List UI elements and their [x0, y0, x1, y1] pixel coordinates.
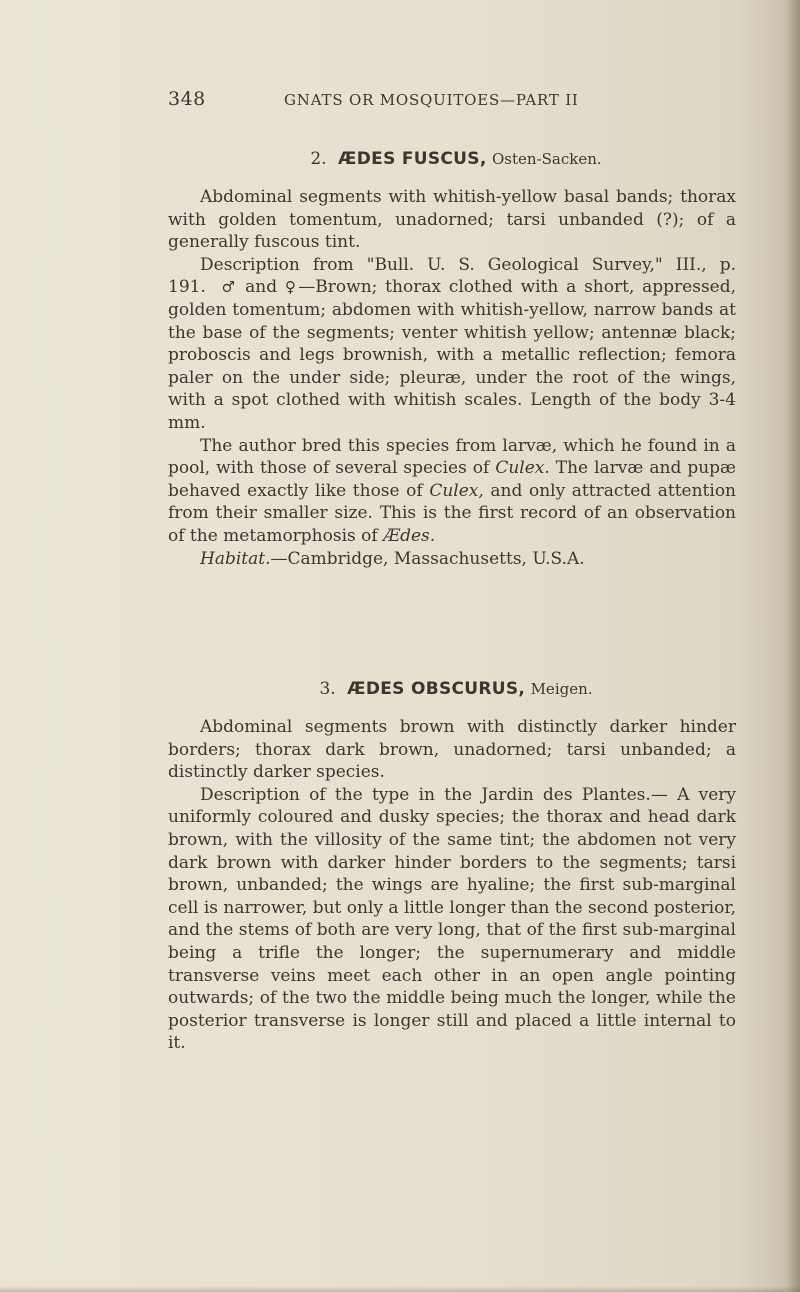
genus-aedes: Ædes. [383, 525, 436, 546]
male-symbol: ♂ [221, 278, 238, 297]
description-paragraph: Description of the type in the Jardin des Plantes.— A very uniformly coloured and dusky species; the thorax and head dark brown, with the villosity of the same tint; the abdomen not very dark brown with darker hinder borders to the segments; tarsi brown, unbanded; the wings are hyaline; the first sub-marginal cell is narrower, but only a little longer than the second posterior, and the stems of both are very long, that of the first sub-marginal being a trifle the longer; the supernumerary and middle transverse veins meet each other in an open angle pointing outwards; of the two the middle being much the longer, while the posterior transverse is longer still and placed a little internal to it. [168, 784, 736, 1054]
biology-text-1: The author bred this species from larvæ, which he found in a pool, with those of several species of [168, 435, 736, 479]
page-bottom-shadow [0, 1286, 800, 1292]
habitat-text: —Cambridge, Massachusetts, U.S.A. [270, 548, 585, 569]
biology-text-3: and only attracted attention from their smaller size. This is the first record of an observation of the metamorphosis of [168, 480, 736, 546]
species-entry-aedes-obscurus [168, 678, 736, 1055]
description-intro: Description from "Bull. U. S. Geological Survey," III., p. 191. [168, 254, 736, 298]
genus-culex-1: Culex. [495, 458, 550, 479]
diagnosis-paragraph: Abdominal segments brown with distinctly darker hinder borders; thorax dark brown, unadorned; tarsi unbanded; a distinctly darker species. [168, 717, 736, 783]
female-symbol: ♀ [284, 278, 299, 297]
species-number: 2. [310, 149, 327, 169]
species-heading [168, 678, 736, 700]
species-name: ÆDES OBSCURUS, [347, 679, 526, 699]
habitat-label: Habitat. [200, 548, 271, 569]
description-body: —Brown; thorax clothed with a short, appressed, golden tomentum; abdomen with whitish-yellow, narrow bands at the base of the segments; venter whitish yellow; antennæ black; proboscis and legs brownish, with a metallic reflection; femora paler on the under side; pleuræ, under the root of the wings, with a spot clothed with whitish scales. Length of the body 3-4 mm. [168, 277, 737, 433]
and-word: and [245, 277, 278, 298]
species-entry-aedes-fuscus [168, 148, 736, 570]
species-authority: Osten-Sacken. [491, 150, 602, 168]
description-paragraph [168, 254, 736, 435]
species-name: ÆDES FUSCUS, [338, 149, 487, 169]
species-number: 3. [319, 679, 336, 699]
species-heading [168, 148, 736, 170]
species-authority: Meigen. [530, 680, 593, 698]
biology-text-2: The larvæ and pupæ behaved exactly like those of [168, 458, 737, 501]
genus-culex-2: Culex, [429, 480, 484, 501]
page-edge-shadow [786, 0, 800, 1292]
biology-paragraph [168, 435, 736, 548]
diagnosis-paragraph: Abdominal segments with whitish-yellow basal bands; thorax with golden tomentum, unadorned; tarsi unbanded (?); of a generally fuscous tint. [168, 187, 736, 253]
habitat-paragraph [168, 548, 736, 571]
running-head [168, 88, 728, 118]
running-title: GNATS OR MOSQUITOES—PART II [284, 91, 579, 109]
page-number: 348 [168, 88, 206, 110]
